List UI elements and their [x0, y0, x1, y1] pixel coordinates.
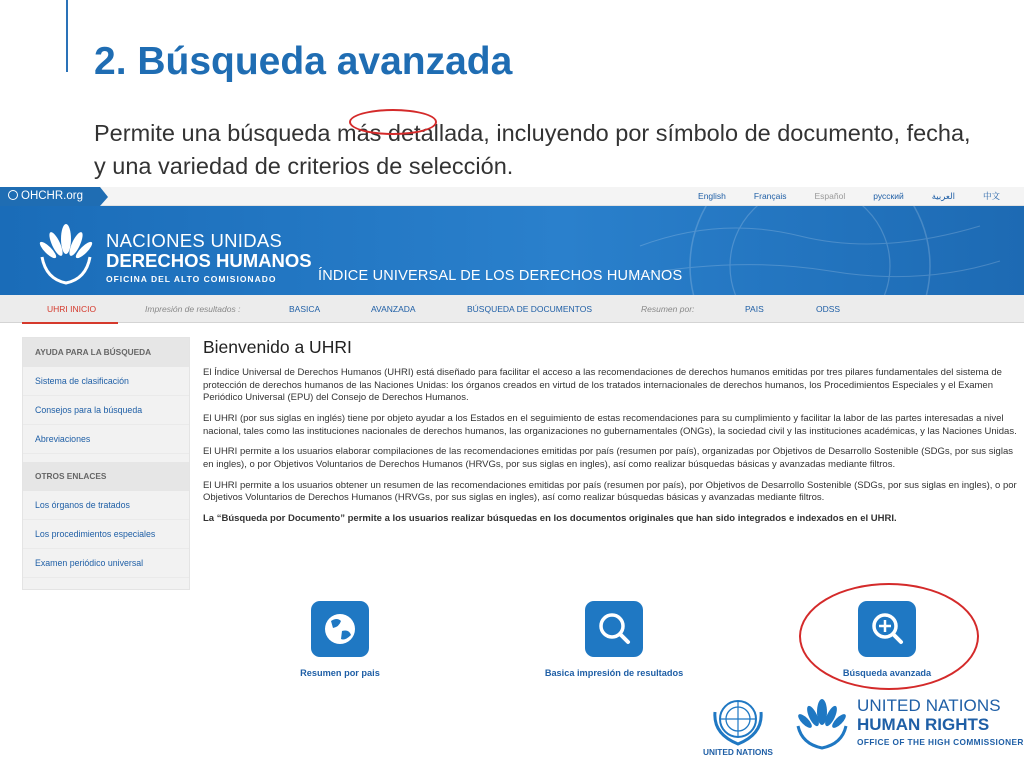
highlight-oval-advanced-nav	[349, 109, 437, 135]
language-switcher	[684, 187, 1014, 206]
screenshot-uhri	[0, 187, 1024, 607]
tile-country-summary-button[interactable]	[311, 601, 369, 657]
unhr-line3: OFFICE OF THE HIGH COMMISSIONER	[857, 737, 1024, 747]
sidebar-item-treaty-bodies[interactable]: Los órganos de tratados	[23, 491, 189, 520]
tile-advanced-search-label[interactable]: Búsqueda avanzada	[842, 668, 932, 678]
nav-document-search[interactable]: BÚSQUEDA DE DOCUMENTOS	[467, 304, 593, 314]
lang-spanish[interactable]: Español	[814, 191, 846, 201]
nav-summary-label: Resumen por:	[641, 304, 695, 314]
un-emblem-icon	[707, 692, 769, 748]
globe-icon	[311, 601, 369, 657]
magnifier-icon	[585, 601, 643, 657]
main-nav	[0, 295, 1024, 323]
org-name-line3: OFICINA DEL ALTO COMISIONADO	[106, 274, 277, 284]
tile-country-summary-label[interactable]: Resumen por pais	[300, 668, 380, 678]
nav-sdgs[interactable]: ODSS	[816, 304, 841, 314]
lang-french[interactable]: Français	[753, 191, 787, 201]
tile-basic-print-button[interactable]	[585, 601, 643, 657]
tile-basic-print-label[interactable]: Basica impresión de resultados	[544, 668, 684, 678]
globe-icon	[8, 190, 18, 200]
summary-paragraph: El UHRI permite a los usuarios obtener un resumen de las recomendaciones emitidas por país (resumen por país), por Objetivos de Desarrollo Sostenible (SDGs, por sus siglas en ingles), o por Objetivos Voluntarios de Derechos Humanos (HRVGs, por sus siglas en ingles), así como realizar búsquedas básicas y avanzadas mediante filtros.	[203, 479, 1017, 504]
unhr-line1: UNITED NATIONS	[857, 696, 1001, 715]
ohchr-emblem-icon	[36, 217, 96, 287]
ohchr-tab-label: OHCHR.org	[21, 190, 83, 202]
sidebar-item-abbreviations[interactable]: Abreviaciones	[23, 425, 189, 454]
sidebar-item-upr[interactable]: Examen periódico universal	[23, 549, 189, 578]
accent-line	[66, 0, 68, 72]
org-name-line1: NACIONES UNIDAS	[106, 230, 283, 251]
nav-uhri-home[interactable]: UHRI INICIO	[47, 304, 97, 314]
lang-chinese[interactable]: 中文	[982, 191, 1000, 201]
highlight-oval-advanced-tile	[799, 583, 979, 690]
slide-subtitle: Permite una búsqueda más detallada, incluyendo por símbolo de documento, fecha, y una variedad de criterios de selección.	[94, 120, 971, 179]
sidebar	[22, 337, 190, 590]
ohchr-home-link[interactable]	[0, 187, 100, 206]
nav-print-label: Impresión de resultados :	[145, 304, 241, 314]
sidebar-heading-help: AYUDA PARA LA BÚSQUEDA	[23, 338, 189, 367]
intro-paragraph: El Índice Universal de Derechos Humanos (UHRI) está diseñado para facilitar el acceso a las recomendaciones de derechos humanos emitidas por tres pilares fundamentales del sistema de protección de derechos humanos de las Naciones Unidas: los órganos creados en virtud de los tratados internacionales de derechos humanos, los Procedimientos Especiales y el Examen Periódico Universal (EPU) del Consejo de Derechos Humanos.	[203, 367, 1002, 404]
nav-country[interactable]: PAIS	[745, 304, 764, 314]
nav-advanced[interactable]: AVANZADA	[371, 304, 416, 314]
document-search-paragraph: La “Búsqueda por Documento” permite a los usuarios realizar búsquedas en los documentos originales que han sido integrados e indexados en el UHRI.	[203, 513, 897, 525]
nav-basic[interactable]: BASICA	[289, 304, 321, 314]
slide-title: 2. Búsqueda avanzada	[94, 40, 513, 83]
site-banner	[0, 206, 1024, 295]
sidebar-item-special-procedures[interactable]: Los procedimientos especiales	[23, 520, 189, 549]
sidebar-heading-links: OTROS ENLACES	[23, 462, 189, 491]
compilation-paragraph: El UHRI permite a los usuarios elaborar compilaciones de las recomendaciones emitidas por país (resumen por país), organizadas por Objetivos de Desarrollo Sostenible (SDGs, por sus siglas en ingles), o por Objetivos Voluntarios de Derechos Humanos (HRVGs, por sus siglas en ingles), así como realizar búsquedas básicas y avanzadas mediante filtros.	[203, 446, 1013, 470]
lang-english[interactable]: English	[698, 191, 726, 201]
un-label: UNITED NATIONS	[703, 747, 773, 757]
unhr-line2: HUMAN RIGHTS	[857, 715, 990, 734]
lang-arabic[interactable]: العربية	[931, 191, 955, 201]
lang-russian[interactable]: русский	[873, 191, 904, 201]
welcome-heading: Bienvenido a UHRI	[203, 337, 352, 357]
sidebar-item-search-tips[interactable]: Consejos para la búsqueda	[23, 396, 189, 425]
purpose-paragraph: El UHRI (por sus siglas en inglés) tiene por objeto ayudar a los Estados en el seguimiento de estas recomendaciones para su cumplimiento y facilitar la labor de las partes interesadas a nivel nacional, tales como las instituciones nacionales de derechos humanos, las organizaciones no gubernamentales (ONGs), la sociedad civil y las instituciones académicas, y las Naciones Unidas.	[203, 412, 1017, 437]
org-name-line2: DERECHOS HUMANOS	[106, 250, 312, 271]
unhr-emblem-icon	[793, 694, 851, 750]
uhri-title: ÍNDICE UNIVERSAL DE LOS DERECHOS HUMANOS	[318, 268, 683, 284]
sidebar-item-classification[interactable]: Sistema de clasificación	[23, 367, 189, 396]
nav-active-indicator	[22, 322, 118, 324]
main-content	[203, 337, 1024, 534]
top-bar	[0, 187, 1024, 206]
